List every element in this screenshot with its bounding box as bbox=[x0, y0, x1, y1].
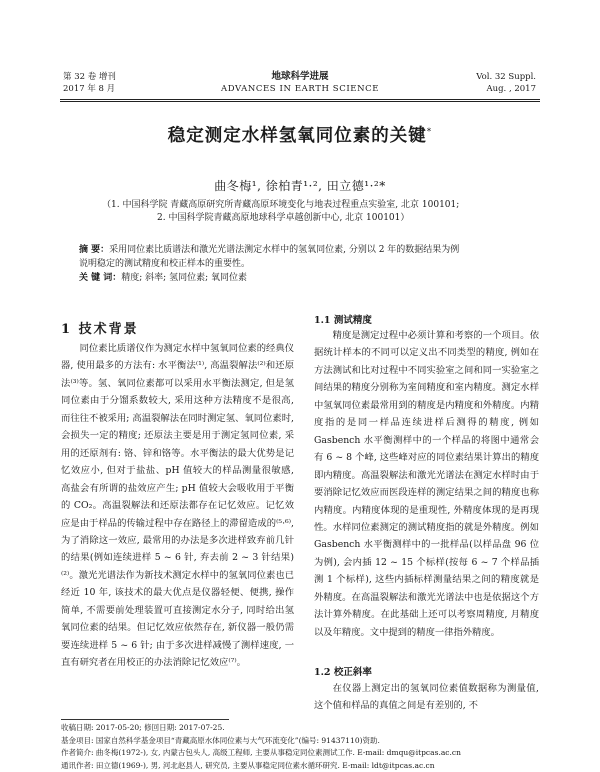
affiliation-1: （1. 中国科学院 青藏高原研究所青藏高原环境变化与地表过程重点实验室, 北京 100101; bbox=[102, 199, 459, 212]
journal-title-cn: 地球科学进展 bbox=[0, 71, 600, 82]
section-1-1-body bbox=[314, 327, 539, 659]
header-rule bbox=[60, 99, 540, 100]
header-rule-thin bbox=[60, 101, 540, 102]
section-1-paragraph: 同位素比质谱仪作为测定水样中氢氧同位素的经典仪器, 使用最多的方法有: 水平衡法⁽¹⁾, 高温裂解法⁽²⁾和还原法⁽³⁾等。氢、氧同位素都可以采用水平衡法测定, 但是氢同位素由于分馏系数较大, 采用这种方法精度不是很高, 而往往不被采用; 高温裂解法在同时测定氢、氧同位素时, 会损失一定的精度; 还原法主要是用于测定氢同位素, 采用的还原剂有: 铬、锌和铬等。水平衡法的最大优势是记忆效应小, 但对于盐盐、pH 值较大的样品测量很敏感, 高盐会有所谓的盐效应产生; pH 值较大会吸收用于平衡的 CO₂。高温裂解法和还原法都存在记忆效应。记忆效应是由于样品的传输过程中存在路径上的滞留造成的⁽⁵·⁶⁾, 为了消除这一效应, 最常用的办法是多次进样致弃前几针的结果(例如连续进样 5 ~ 6 针, 弃去前 2 ~ 3 针结果)⁽²⁾。激光光谱法作为新技术测定水样中的氢氧同位素也已经近 10 年, 该技术的最大优点是仪器轻便、便携, 操作简单, 不需要前处理装置可直接测定水分子, 同时给出氢氧同位素的结果。但记忆效应依然存在, 新仪器一般仍需要连续进样 5 ~ 6 针; 由于多次进样减慢了测样速度, 一直有研究者在用校正的办法消除记忆效应⁽⁷⁾。 bbox=[61, 340, 294, 672]
section-1-2-body bbox=[314, 680, 539, 716]
footnote-corresponding: 通讯作者: 田立德(1969-), 男, 河北赵县人, 研究员, 主要从事稳定同位素水循环研究. E-mail: ldt@itpcas.ac.cn bbox=[61, 760, 541, 772]
abstract-text-1: 采用同位素比质谱法和激光光谱法测定水样中的氢氧同位素, 分别以 2 年的数据结果为例 bbox=[109, 245, 459, 255]
section-1-2-heading: 1.2 校正斜率 bbox=[314, 664, 372, 678]
paper-authors: 曲冬梅¹, 徐柏青¹·², 田立德¹·²* bbox=[0, 177, 600, 194]
footnotes bbox=[61, 722, 541, 772]
section-1-1-heading: 1.1 测试精度 bbox=[314, 312, 372, 326]
affiliation-2: 2. 中国科学院青藏高原地球科学卓越创新中心, 北京 100101） bbox=[157, 212, 409, 225]
footnote-received: 收稿日期: 2017-05-20; 修回日期: 2017-07-25. bbox=[61, 722, 541, 735]
abstract-label: 摘 要： bbox=[79, 245, 109, 255]
keywords: 精度; 斜率; 氢同位素; 氧同位素 bbox=[121, 273, 247, 283]
footnote-rule bbox=[61, 719, 229, 720]
header-volume-en: Vol. 32 Suppl. bbox=[476, 72, 536, 83]
journal-title-en: ADVANCES IN EARTH SCIENCE bbox=[0, 84, 600, 95]
section-1-1-paragraph: 精度是测定过程中必须计算和考察的一个项目。依据统计样本的不同可以定义出不同类型的精度, 例如在方法测试和比对过程中不同实验室之间和同一实验室之间结果的精度分别称为室间精度和室内精度。测定水样中氢氧同位素最常用到的精度是内精度和外精度。内精度指的是同一样品连续进样后测得的精度, 例如 Gasbench 水平衡测样中的一个样品的将图中通常会有 6 ~ 8 个峰, 这些峰对应的同位素结果计算出的精度即内精度。高温裂解法和激光光谱法在测定水样时由于要消除记忆效应而医段连样的测定结果之间的精度也称内精度。内精度体现的是重现性, 外精度体现的是再现性。水样同位素测定的测试精度指的就是外精度。例如 Gasbench 水平衡测样中的一批样品(以样品盘 96 位为例), 会内插 12 ~ 15 个标样(按每 6 ~ 7 个样品插测 1 个标样), 这些内插标样测量结果之间的精度就是外精度。在高温裂解法和激光光谱法中也是依据这个方法计算外精度。在此基础上还可以考察周精度, 月精度以及年精度。文中提到的精度一律指外精度。 bbox=[314, 327, 539, 641]
abstract-text-2: 说明稳定的测试精度和校正样本的重要性。 bbox=[79, 257, 539, 271]
abstract bbox=[79, 243, 539, 285]
paper-title: 稳定测定水样氢氧同位素的关键* bbox=[0, 122, 600, 147]
section-1-2-paragraph: 在仪器上测定出的氢氧同位素值数据称为测量值, 这个值和样品的真值之间是有差别的, 不 bbox=[314, 680, 539, 715]
keywords-label: 关 键 词： bbox=[79, 273, 121, 283]
footnote-funding: 基金项目: 国家自然科学基金项目“青藏高原水体同位素与大气环流变化”(编号: 91437110)资助. bbox=[61, 735, 541, 748]
footnote-author-bio: 作者简介: 曲冬梅(1972-), 女, 内蒙古包头人, 高级工程师, 主要从事稳定同位素测试工作. E-mail: dmqu@itpcas.ac.cn bbox=[61, 747, 541, 760]
header-volume-issue: 第 32 卷 增刊 bbox=[63, 72, 116, 83]
title-footnote-mark: * bbox=[427, 127, 433, 137]
left-column bbox=[61, 340, 294, 712]
header-date-en: Aug. , 2017 bbox=[487, 84, 537, 95]
section-1-heading: 1 技术背景 bbox=[61, 318, 139, 337]
header-date-cn: 2017 年 8 月 bbox=[63, 84, 115, 95]
